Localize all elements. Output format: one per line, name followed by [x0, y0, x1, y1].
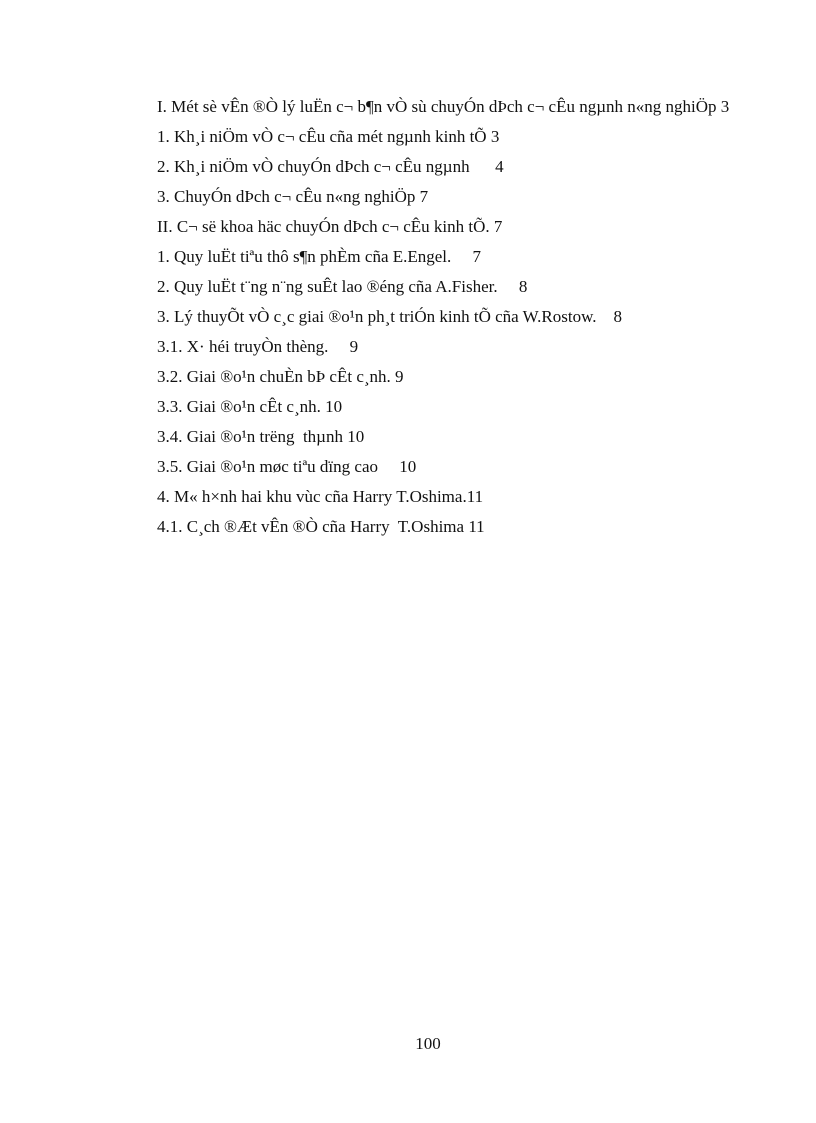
- toc-entry-4-1: 4.1. C¸ch ®Æt vÊn ®Ò cña Harry T.Oshima 11: [157, 517, 485, 536]
- toc-entry-section-i: I. Mét sè vÊn ®Ò lý luËn c¬ b¶n vÒ sù chuyÓn dÞch c¬ cÊu ngµnh n«ng nghiÖp 3: [157, 97, 730, 116]
- toc-entry-3-1: 3.1. X· héi truyÒn thèng. 9: [157, 337, 359, 356]
- toc-entry-ii-3: 3. Lý thuyÕt vÒ c¸c giai ®o¹n ph¸t triÓn kinh tÕ cña W.Rostow. 8: [157, 307, 623, 326]
- toc-entry-ii-2: 2. Quy luËt t¨ng n¨ng suÊt lao ®éng cña A.Fisher. 8: [157, 277, 528, 296]
- toc-entry-section-ii: II. C¬ së khoa häc chuyÓn dÞch c¬ cÊu kinh tÕ. 7: [157, 217, 503, 236]
- toc-entry-2: 2. Kh¸i niÖm vÒ chuyÓn dÞch c¬ cÊu ngµnh 4: [157, 157, 504, 176]
- table-of-contents: [114, 92, 754, 542]
- page-number: 100: [415, 1034, 441, 1053]
- toc-entry-3-4: 3.4. Giai ®o¹n trëng thµnh 10: [157, 427, 365, 446]
- toc-entry-3-2: 3.2. Giai ®o¹n chuÈn bÞ cÊt c¸nh. 9: [157, 367, 404, 386]
- toc-entry-3: 3. ChuyÓn dÞch c¬ cÊu n«ng nghiÖp 7: [157, 187, 429, 206]
- toc-entry-ii-1: 1. Quy luËt tiªu thô s¶n phÈm cña E.Engel. 7: [157, 247, 482, 266]
- toc-entry-4: 4. M« h×nh hai khu vùc cña Harry T.Oshima.11: [157, 487, 484, 506]
- toc-entry-3-3: 3.3. Giai ®o¹n cÊt c¸nh. 10: [157, 397, 343, 416]
- toc-entry-1: 1. Kh¸i niÖm vÒ c¬ cÊu cña mét ngµnh kinh tÕ 3: [157, 127, 500, 146]
- toc-entry-3-5: 3.5. Giai ®o¹n møc tiªu dïng cao 10: [157, 457, 417, 476]
